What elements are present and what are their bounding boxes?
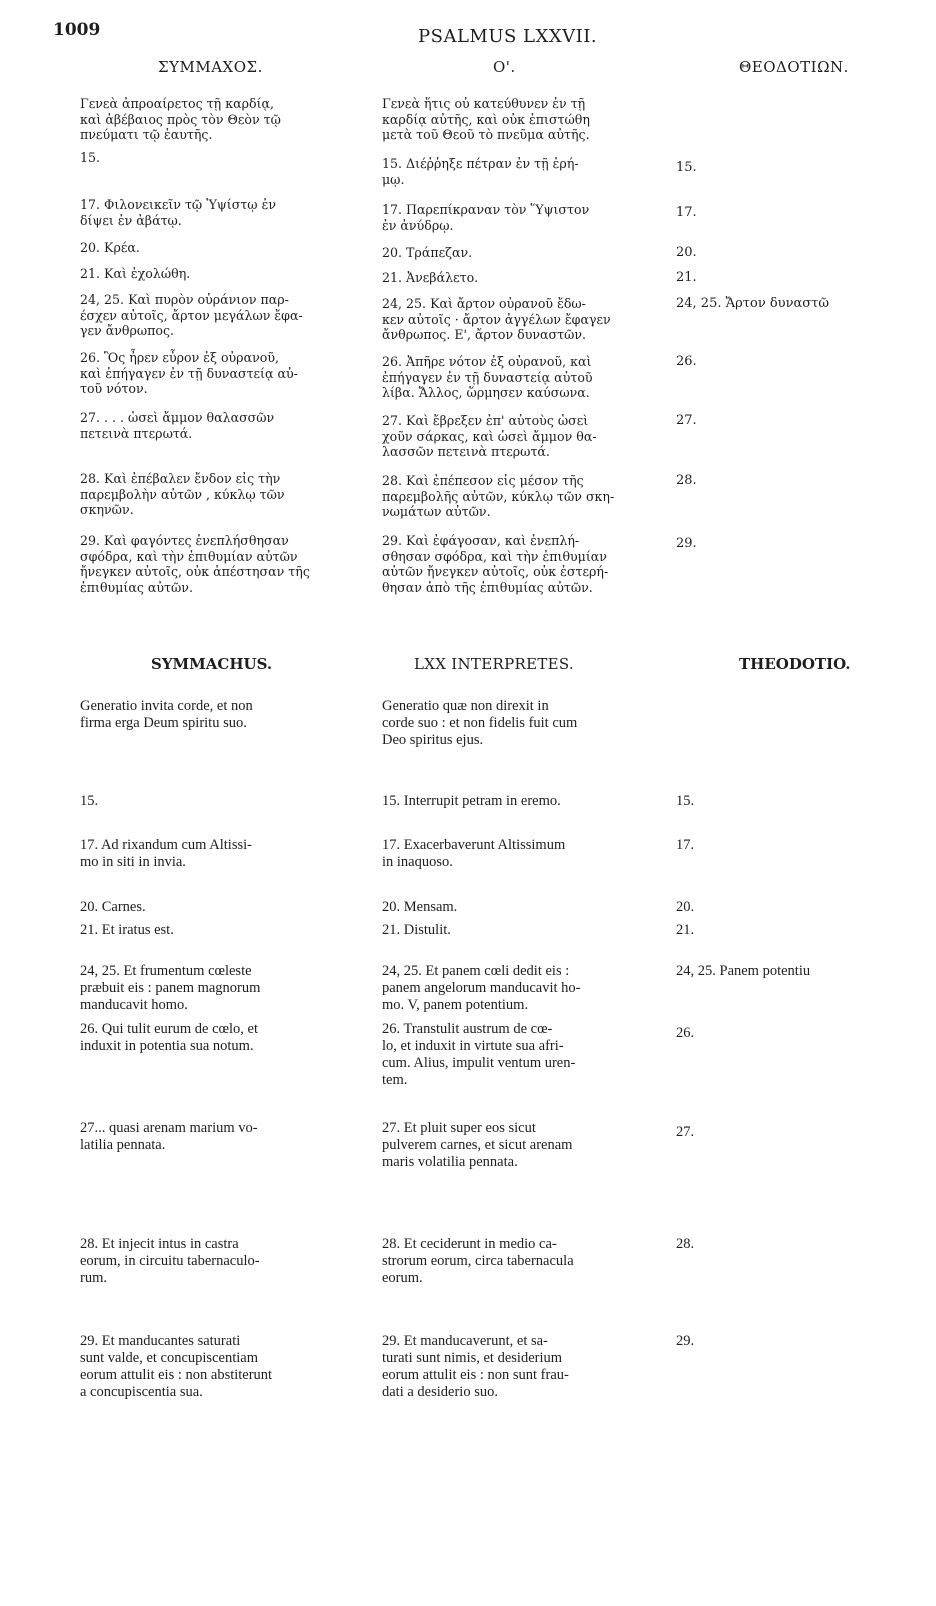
greek-lxx-verse-29: 29. Καὶ ἐφάγοσαν, καὶ ἐνεπλή- σθησαν σφόδρα, καὶ τὴν ἐπιθυμίαν αὐτῶν ἤνεγκεν αὐτοῖς, οὐκ ἐστερή- θησαν ἀπὸ τῆς ἐπιθυμίας αὐτῶν. xyxy=(382,533,609,595)
latin-theodotion-verse-20: 20. xyxy=(676,899,695,915)
latin-symmachus-verse-29: 29. Et manducantes saturati sunt valde, et concupiscentiam eorum attulit eis : non abstiterunt a concupiscentia sua. xyxy=(80,1333,273,1400)
greek-theodotion-verse-29: 29. xyxy=(676,536,697,551)
greek-symmachus-verse-28: 28. Καὶ ἐπέβαλεν ἔνδον εἰς τὴν παρεμβολὴν αὐτῶν , κύκλῳ τῶν σκηνῶν. xyxy=(80,471,285,518)
latin-symmachus-verse-15: 15. xyxy=(80,793,99,809)
greek-lxx-verse-15: 15. Διέῤῥηξε πέτραν ἐν τῇ ἐρή- μῳ. xyxy=(382,156,579,187)
greek-header-theodotion: ΘΕΟΔΟΤΙΩΝ. xyxy=(739,58,849,76)
latin-lxx-verse-26: 26. Transtulit austrum de cœ- lo, et induxit in virtute sua afri- cum. Alius, impulit ventum uren- tem. xyxy=(382,1021,576,1088)
latin-lxx-verse-27: 27. Et pluit super eos sicut pulverem carnes, et sicut arenam maris volatilia pennata. xyxy=(382,1120,573,1170)
latin-header-theodotion: THEODOTIO. xyxy=(739,655,851,673)
greek-lxx-verse-17: 17. Παρεπίκραναν τὸν Ὕψιστον ἐν ἀνύδρῳ. xyxy=(382,202,590,233)
greek-symmachus-verse-24-25: 24, 25. Καὶ πυρὸν οὐράνιον παρ- έσχεν αὐτοῖς, ἄρτον μεγάλων ἔφα- γεν ἄνθρωπος. xyxy=(80,292,303,339)
greek-theodotion-verse-17: 17. xyxy=(676,205,697,220)
greek-symmachus-verse-21: 21. Καὶ ἐχολώθη. xyxy=(80,266,191,281)
greek-theodotion-verse-27: 27. xyxy=(676,413,697,428)
greek-lxx-verse-27: 27. Καὶ ἔβρεξεν ἐπ' αὐτοὺς ὡσεὶ χοῦν σάρκας, καὶ ὡσεὶ ἄμμον θα- λασσῶν πετεινὰ πτερωτά. xyxy=(382,413,597,460)
greek-theodotion-verse-26: 26. xyxy=(676,354,697,369)
latin-lxx-verse-29: 29. Et manducaverunt, et sa- turati sunt nimis, et desiderium eorum attulit eis : non sunt frau- dati a desiderio suo. xyxy=(382,1333,569,1400)
latin-theodotion-verse-21: 21. xyxy=(676,922,695,938)
latin-theodotion-verse-28: 28. xyxy=(676,1236,695,1252)
greek-theodotion-verse-20: 20. xyxy=(676,245,697,260)
latin-symmachus-verse-20: 20. Carnes. xyxy=(80,899,146,915)
greek-lxx-verse-21: 21. Ἀνεβάλετο. xyxy=(382,270,479,285)
latin-symmachus-verse-0: Generatio invita corde, et non firma erga Deum spiritu suo. xyxy=(80,698,253,731)
latin-lxx-verse-28: 28. Et ceciderunt in medio ca- strorum eorum, circa tabernacula eorum. xyxy=(382,1236,574,1286)
greek-symmachus-verse-29: 29. Καὶ φαγόντες ἐνεπλήσθησαν σφόδρα, καὶ τὴν ἐπιθυμίαν αὐτῶν ἤνεγκεν αὐτοῖς, οὐκ ἀπέστησαν τῆς ἐπιθυμίας αὐτῶν. xyxy=(80,533,310,595)
greek-header-lxx: Ο'. xyxy=(493,58,516,76)
latin-symmachus-verse-21: 21. Et iratus est. xyxy=(80,922,174,938)
latin-theodotion-verse-27: 27. xyxy=(676,1124,695,1140)
greek-symmachus-verse-17: 17. Φιλονεικεῖν τῷ Ὑψίστῳ ἐν δίψει ἐν ἀβάτῳ. xyxy=(80,197,276,228)
latin-lxx-verse-21: 21. Distulit. xyxy=(382,922,451,938)
greek-header-symmachus: ΣΥΜΜΑΧΟΣ. xyxy=(158,58,263,76)
greek-symmachus-verse-20: 20. Κρέα. xyxy=(80,240,140,255)
latin-lxx-verse-15: 15. Interrupit petram in eremo. xyxy=(382,793,561,809)
latin-lxx-verse-0: Generatio quæ non direxit in corde suo : et non fidelis fuit cum Deo spiritus ejus. xyxy=(382,698,578,748)
latin-symmachus-verse-26: 26. Qui tulit eurum de cœlo, et induxit in potentia sua notum. xyxy=(80,1021,258,1054)
greek-symmachus-verse-27: 27. . . . ὡσεὶ ἄμμον θαλασσῶν πετεινὰ πτερωτά. xyxy=(80,410,275,441)
latin-symmachus-verse-28: 28. Et injecit intus in castra eorum, in circuitu tabernaculo- rum. xyxy=(80,1236,260,1286)
latin-symmachus-verse-24-25: 24, 25. Et frumentum cœleste præbuit eis : panem magnorum manducavit homo. xyxy=(80,963,261,1013)
latin-header-lxx: LXX INTERPRETES. xyxy=(414,655,574,673)
latin-theodotion-verse-26: 26. xyxy=(676,1025,695,1041)
latin-lxx-verse-24-25: 24, 25. Et panem cœli dedit eis : panem angelorum manducavit ho- mo. V, panem potentium. xyxy=(382,963,581,1013)
greek-lxx-verse-26: 26. Ἀπῆρε νότον ἐξ οὐρανοῦ, καὶ ἐπήγαγεν ἐν τῇ δυναστείᾳ αὐτοῦ λίβα. Ἄλλος, ὥρμησεν καύσωνα. xyxy=(382,354,593,401)
page-number: 1009 xyxy=(53,20,101,40)
running-head: PSALMUS LXXVII. xyxy=(418,26,598,47)
latin-symmachus-verse-27: 27... quasi arenam marium vo- latilia pennata. xyxy=(80,1120,258,1153)
greek-theodotion-verse-21: 21. xyxy=(676,270,697,285)
latin-header-symmachus: SYMMACHUS. xyxy=(151,655,273,673)
greek-lxx-verse-0: Γενεὰ ἥτις οὐ κατεύθυνεν ἐν τῇ καρδίᾳ αὐτῆς, καὶ οὐκ ἐπιστώθη μετὰ τοῦ Θεοῦ τὸ πνεῦμα αὐτῆς. xyxy=(382,96,590,143)
latin-theodotion-verse-24-25: 24, 25. Panem potentiu xyxy=(676,963,811,979)
greek-symmachus-verse-15: 15. xyxy=(80,150,101,165)
latin-symmachus-verse-17: 17. Ad rixandum cum Altissi- mo in siti in invia. xyxy=(80,837,252,870)
latin-theodotion-verse-29: 29. xyxy=(676,1333,695,1349)
greek-theodotion-verse-15: 15. xyxy=(676,160,697,175)
greek-lxx-verse-24-25: 24, 25. Καὶ ἄρτον οὐρανοῦ ἔδω- κεν αὐτοῖς · ἄρτον ἀγγέλων ἔφαγεν ἄνθρωπος. Ε', ἄρτον δυναστῶν. xyxy=(382,296,611,343)
greek-lxx-verse-28: 28. Καὶ ἐπέπεσον εἰς μέσον τῆς παρεμβολῆς αὐτῶν, κύκλῳ τῶν σκη- νωμάτων αὐτῶν. xyxy=(382,473,615,520)
greek-symmachus-verse-26: 26. Ὃς ἦρεν εὖρον ἐξ οὐρανοῦ, καὶ ἐπήγαγεν ἐν τῇ δυναστείᾳ αὐ- τοῦ νότον. xyxy=(80,350,298,397)
greek-lxx-verse-20: 20. Τράπεζαν. xyxy=(382,245,473,260)
latin-lxx-verse-17: 17. Exacerbaverunt Altissimum in inaquoso. xyxy=(382,837,566,870)
latin-lxx-verse-20: 20. Mensam. xyxy=(382,899,458,915)
latin-theodotion-verse-15: 15. xyxy=(676,793,695,809)
latin-theodotion-verse-17: 17. xyxy=(676,837,695,853)
greek-theodotion-verse-24-25: 24, 25. Ἄρτον δυναστῶ xyxy=(676,296,829,311)
greek-symmachus-verse-0: Γενεὰ ἀπροαίρετος τῇ καρδίᾳ, καὶ ἀβέβαιος πρὸς τὸν Θεὸν τῷ πνεύματι τῷ ἑαυτῆς. xyxy=(80,96,281,143)
greek-theodotion-verse-28: 28. xyxy=(676,473,697,488)
